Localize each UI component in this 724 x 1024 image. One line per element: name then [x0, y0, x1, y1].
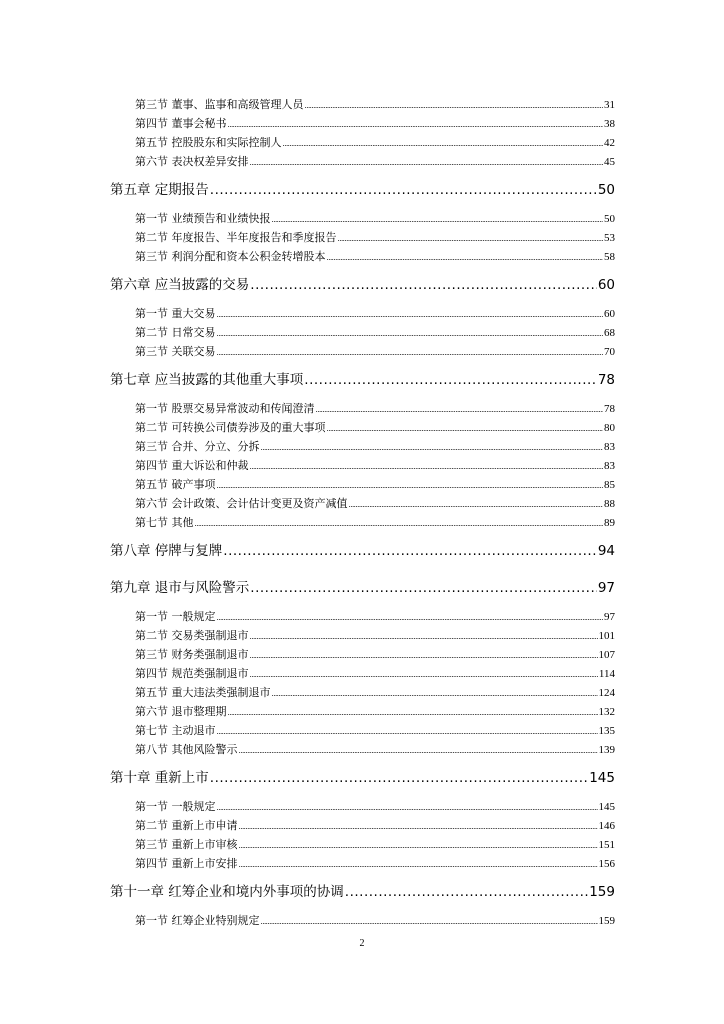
toc-section-label: 第八节 其他风险警示 [135, 743, 238, 756]
toc-section-entry[interactable] [135, 705, 615, 720]
toc-page-number: 124 [598, 687, 615, 699]
toc-section-label: 第三节 重新上市审核 [135, 838, 238, 851]
toc-section-label: 第二节 交易类强制退市 [135, 629, 249, 642]
toc-section-entry[interactable] [135, 743, 615, 758]
toc-section-entry[interactable] [135, 440, 615, 455]
toc-section-entry[interactable] [135, 667, 615, 682]
toc-chapter-entry[interactable] [110, 181, 615, 199]
toc-section-label: 第一节 一般规定 [135, 800, 216, 813]
toc-page-number: 70 [604, 346, 615, 358]
toc-section-label: 第二节 年度报告、半年度报告和季度报告 [135, 231, 337, 244]
toc-page-number: 159 [598, 915, 615, 927]
toc-section-label: 第三节 关联交易 [135, 345, 216, 358]
toc-page-number: 60 [597, 277, 615, 293]
toc-chapter-entry[interactable] [110, 542, 615, 560]
toc-page-number: 145 [598, 801, 615, 813]
toc-section-entry[interactable] [135, 800, 615, 815]
toc-section-label: 第二节 日常交易 [135, 326, 216, 339]
toc-page-number: 107 [598, 649, 615, 661]
toc-section-entry[interactable] [135, 914, 615, 929]
toc-chapter-entry[interactable] [110, 883, 615, 901]
toc-section-label: 第四节 重新上市安排 [135, 857, 238, 870]
toc-leader-dots [217, 725, 598, 739]
toc-leader-dots [316, 403, 604, 417]
toc-chapter-entry[interactable] [110, 276, 615, 294]
toc-section-entry[interactable] [135, 610, 615, 625]
toc-section-label: 第五节 重大违法类强制退市 [135, 686, 271, 699]
toc-page-number: 146 [598, 820, 615, 832]
toc-leader-dots [261, 915, 598, 929]
toc-leader-dots [283, 137, 604, 151]
toc-leader-dots [250, 156, 604, 170]
toc-section-label: 第一节 红筹企业特别规定 [135, 914, 260, 927]
toc-section-label: 第三节 合并、分立、分拆 [135, 440, 260, 453]
toc-section-entry[interactable] [135, 497, 615, 512]
toc-section-label: 第六节 会计政策、会计估计变更及资产减值 [135, 497, 348, 510]
toc-page-number: 50 [604, 213, 615, 225]
toc-leader-dots [239, 744, 598, 758]
toc-chapter-label: 第六章 应当披露的交易 [110, 277, 250, 293]
toc-leader-dots [250, 579, 597, 597]
toc-section-label: 第七节 其他 [135, 516, 194, 529]
toc-section-entry[interactable] [135, 326, 615, 341]
toc-section-entry[interactable] [135, 421, 615, 436]
toc-section-label: 第二节 可转换公司债券涉及的重大事项 [135, 421, 326, 434]
toc-page-number: 31 [604, 99, 615, 111]
toc-section-label: 第三节 董事、监事和高级管理人员 [135, 98, 304, 111]
toc-section-label: 第一节 业绩预告和业绩快报 [135, 212, 271, 225]
toc-section-label: 第二节 重新上市申请 [135, 819, 238, 832]
toc-section-label: 第五节 破产事项 [135, 478, 216, 491]
toc-section-label: 第六节 表决权差异安排 [135, 155, 249, 168]
toc-section-label: 第四节 董事会秘书 [135, 117, 227, 130]
page-number: 2 [359, 938, 365, 949]
toc-section-label: 第一节 重大交易 [135, 307, 216, 320]
toc-section-entry[interactable] [135, 231, 615, 246]
toc-section-entry[interactable] [135, 459, 615, 474]
toc-section-entry[interactable] [135, 98, 615, 113]
toc-leader-dots [250, 649, 598, 663]
toc-section-label: 第四节 重大诉讼和仲裁 [135, 459, 249, 472]
toc-page-number: 139 [598, 744, 615, 756]
toc-leader-dots [250, 276, 597, 294]
toc-section-entry[interactable] [135, 838, 615, 853]
toc-section-label: 第一节 一般规定 [135, 610, 216, 623]
toc-page-number: 145 [589, 770, 615, 786]
toc-page-number: 94 [597, 543, 615, 559]
toc-section-label: 第三节 利润分配和资本公积金转增股本 [135, 250, 326, 263]
toc-section-entry[interactable] [135, 345, 615, 360]
toc-section-entry[interactable] [135, 136, 615, 151]
toc-leader-dots [217, 479, 604, 493]
toc-section-entry[interactable] [135, 478, 615, 493]
toc-section-entry[interactable] [135, 250, 615, 265]
toc-leader-dots [210, 181, 597, 199]
toc-page-number: 89 [604, 517, 615, 529]
toc-chapter-label: 第十一章 红筹企业和境内外事项的协调 [110, 884, 344, 900]
toc-leader-dots [261, 441, 604, 455]
toc-section-label: 第四节 规范类强制退市 [135, 667, 249, 680]
toc-section-entry[interactable] [135, 857, 615, 872]
toc-leader-dots [239, 839, 598, 853]
toc-leader-dots [217, 308, 604, 322]
toc-page-number: 97 [597, 580, 615, 596]
toc-page-number: 83 [604, 441, 615, 453]
toc-page-number: 156 [598, 858, 615, 870]
toc-leader-dots [239, 820, 598, 834]
toc-chapter-label: 第七章 应当披露的其他重大事项 [110, 372, 304, 388]
toc-page-number: 97 [604, 611, 615, 623]
toc-page-number: 78 [604, 403, 615, 415]
toc-leader-dots [345, 883, 588, 901]
toc-leader-dots [272, 213, 604, 227]
toc-section-entry[interactable] [135, 117, 615, 132]
toc-section-label: 第七节 主动退市 [135, 724, 216, 737]
toc-chapter-label: 第十章 重新上市 [110, 770, 209, 786]
toc-section-entry[interactable] [135, 686, 615, 701]
toc-chapter-entry[interactable] [110, 579, 615, 597]
toc-section-entry[interactable] [135, 629, 615, 644]
toc-leader-dots [217, 611, 604, 625]
toc-section-label: 第五节 控股股东和实际控制人 [135, 136, 282, 149]
toc-chapter-label: 第五章 定期报告 [110, 182, 209, 198]
toc-leader-dots [217, 327, 604, 341]
toc-page-number: 60 [604, 308, 615, 320]
toc-leader-dots [304, 371, 597, 389]
toc-page-number: 42 [604, 137, 615, 149]
toc-page-number: 78 [597, 372, 615, 388]
toc-leader-dots [239, 858, 598, 872]
toc-page-number: 38 [604, 118, 615, 130]
toc-section-entry[interactable] [135, 155, 615, 170]
toc-page-number: 85 [604, 479, 615, 491]
toc-chapter-entry[interactable] [110, 371, 615, 389]
toc-page-number: 114 [598, 668, 615, 680]
toc-section-entry[interactable] [135, 212, 615, 227]
toc-section-label: 第三节 财务类强制退市 [135, 648, 249, 661]
toc-leader-dots [228, 706, 598, 720]
toc-leader-dots [327, 251, 604, 265]
toc-section-entry[interactable] [135, 724, 615, 739]
toc-chapter-label: 第九章 退市与风险警示 [110, 580, 250, 596]
toc-page-number: 58 [604, 251, 615, 263]
toc-section-entry[interactable] [135, 402, 615, 417]
toc-page-number: 159 [589, 884, 615, 900]
toc-chapter-entry[interactable] [110, 769, 615, 787]
toc-leader-dots [250, 668, 598, 682]
toc-leader-dots [217, 346, 604, 360]
toc-section-entry[interactable] [135, 648, 615, 663]
toc-leader-dots [327, 422, 604, 436]
toc-leader-dots [195, 517, 604, 531]
toc-page-number: 101 [598, 630, 615, 642]
toc-page-number: 68 [604, 327, 615, 339]
toc-section-entry[interactable] [135, 516, 615, 531]
toc-leader-dots [223, 542, 597, 560]
toc-section-entry[interactable] [135, 307, 615, 322]
toc-chapter-label: 第八章 停牌与复牌 [110, 543, 223, 559]
toc-page-number: 53 [604, 232, 615, 244]
toc-leader-dots [250, 460, 604, 474]
toc-leader-dots [349, 498, 604, 512]
toc-page-number: 50 [597, 182, 615, 198]
toc-page-number: 151 [598, 839, 615, 851]
toc-leader-dots [338, 232, 604, 246]
toc-page-number: 80 [604, 422, 615, 434]
toc-section-entry[interactable] [135, 819, 615, 834]
toc-section-label: 第一节 股票交易异常波动和传闻澄清 [135, 402, 315, 415]
toc-page-number: 83 [604, 460, 615, 472]
toc-page-number: 132 [598, 706, 615, 718]
toc-leader-dots [210, 769, 588, 787]
toc-page-number: 45 [604, 156, 615, 168]
toc-page-number: 88 [604, 498, 615, 510]
toc-leader-dots [217, 801, 598, 815]
toc-page-number: 135 [598, 725, 615, 737]
toc-leader-dots [305, 99, 604, 113]
toc-leader-dots [272, 687, 598, 701]
toc-leader-dots [228, 118, 604, 132]
toc-leader-dots [250, 630, 598, 644]
toc-section-label: 第六节 退市整理期 [135, 705, 227, 718]
